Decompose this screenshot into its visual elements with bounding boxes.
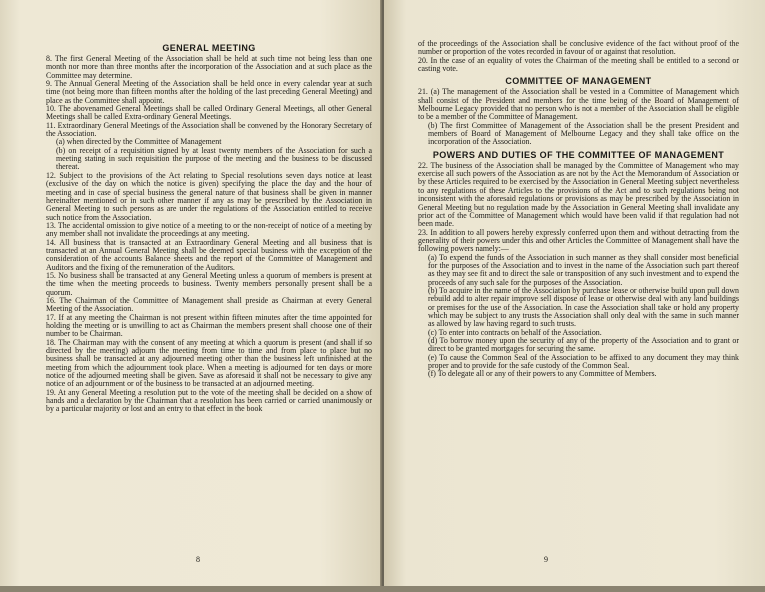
- article-11-a: (a) when directed by the Committee of Management: [56, 137, 222, 147]
- article-23-b: (b) To acquire in the name of the Association by purchase lease or otherwise build upon pull down rebuild add to alter repair improve sell dispose of lease or otherwise deal with any land buildings or premises for the use of the Association. In case the Association shall take or hold any property which may be subject to any trusts the Association shall only deal with the same in such manner as allowed by law having regard to such trusts.: [428, 285, 739, 329]
- article-23-c: (c) To enter into contracts on behalf of the Association.: [428, 327, 602, 337]
- article-11-b: (b) on receipt of a requisition signed by at least twenty members of the Association for such a meeting stating in such requisition the purpose of the meeting and the business to be discussed thereat.: [56, 145, 372, 172]
- article-18: 18. The Chairman may with the consent of any meeting at which a quorum is present (and shall if so directed by the meeting) adjourn the meeting from time to time and from place to place but no business shall be transacted at any adjourned meeting other than the business left unfinished at the meeting from which the adjournment took place. When a meeting is adjourned for ten days or more notice of the adjourned meeting shall be given. Save as aforesaid it shall not be necessary to give any notice of an adjournment or of the business to be transacted at an adjourned meeting.: [46, 337, 372, 389]
- right-page: [384, 0, 765, 592]
- page-number-right: 9: [544, 555, 548, 564]
- article-23-d: (d) To borrow money upon the security of any of the property of the Association and to grant or direct to be granted mortgages for securing the same.: [428, 336, 739, 354]
- article-17: 17. If at any meeting the Chairman is not present within fifteen minutes after the time appointed for holding the meeting or is unwilling to act as Chairman the members present shall choose one of their number to be Chairman.: [46, 312, 372, 339]
- article-23-f: (f) To delegate all or any of their powers to any Committee of Members.: [428, 369, 657, 379]
- article-20: 20. In the case of an equality of votes the Chairman of the meeting shall be entitled to a second or casting vote.: [418, 55, 739, 74]
- article-10: 10. The abovenamed General Meetings shall be called Ordinary General Meetings, all other General Meetings shall be called Extra-ordinary General Meetings.: [46, 104, 372, 122]
- article-21-b: (b) The first Committee of Management of the Association shall be the present President and members of Board of Management of Melbourne Legacy and they shall take office on the incorporation of the Association.: [428, 120, 739, 147]
- article-14: 14. All business that is transacted at an Extraordinary General Meeting and all business that is transacted at an Annual General Meeting shall be deemed special business with the exception of the consideration of the accounts Balance sheets and the report of the Committee of Management and Auditors and the fixing of the remuneration of the Auditors.: [46, 237, 372, 272]
- article-22: 22. The business of the Association shall be managed by the Committee of Management who may exercise all such powers of the Association as are not by the Act the Memorandum of Association or by these Articles required to be exercised by the Association in General Meeting subject nevertheless to any regulations of these Articles to the provisions of the Act and to such regulations being not inconsistent with the aforesaid regulations or provisions as may be prescribed by the Association in General Meeting but no regulation made by the Association in General Meeting shall invalidate any prior act of the Committee of Management which would have been valid if that regulation had not been made.: [418, 160, 739, 229]
- article-8: 8. The first General Meeting of the Association shall be held at such time not being less than one month nor more than three months after the incorporation of the Association and at such place as the Committee may determine.: [46, 54, 372, 80]
- page-number-left: 8: [196, 555, 200, 564]
- article-23: 23. In addition to all powers hereby expressly conferred upon them and without detracting from the generality of their powers under this and other Articles the Committee of Management shall have the following powers namely:—: [418, 227, 739, 254]
- powers-and-duties-heading: POWERS AND DUTIES OF THE COMMITTEE OF MANAGEMENT: [432, 149, 725, 160]
- article-19-continued: of the proceedings of the Association shall be conclusive evidence of the fact without proof of the number or proportion of the votes recorded in favour of or against that resolution.: [418, 39, 739, 57]
- article-13: 13. The accidental omission to give notice of a meeting to or the non-receipt of notice of a meeting by any member shall not invalidate the proceedings at any meeting.: [46, 220, 372, 239]
- article-11: 11. Extraordinary General Meetings of the Association shall be convened by the Honorary Secretary of the Association.: [46, 120, 372, 139]
- left-page: [0, 0, 382, 592]
- article-16: 16. The Chairman of the Committee of Management shall preside as Chairman at every General Meeting of the Association.: [46, 295, 372, 314]
- article-23-a: (a) To expend the funds of the Association in such manner as they shall consider most beneficial for the purposes of the Association and to invest in the name of the Association such part thereof as they may see fit and to direct the sale or transposition of any such investment and to expend the proceeds of any such sale for the purposes of the Association.: [428, 252, 739, 287]
- article-21-a: 21. (a) The management of the Association shall be vested in a Committee of Management which shall consist of the President and members for the time being of the Board of Management of Melbourne Legacy provided that no person who is not a member of the Association shall be eligible to be a member of the Committee of Management.: [418, 87, 739, 122]
- article-9: 9. The Annual General Meeting of the Association shall be held once in every calendar year at such time (not being more than fifteen months after the holding of the last preceding General Meeting) and place as the Committee shall appoint.: [46, 79, 372, 105]
- page-bottom-edge: [0, 586, 765, 592]
- committee-of-management-heading: COMMITTEE OF MANAGEMENT: [505, 76, 652, 87]
- article-23-e: (e) To cause the Common Seal of the Association to be affixed to any document they may think proper and to provide for the safe custody of the Common Seal.: [428, 352, 739, 371]
- article-15: 15. No business shall be transacted at any General Meeting unless a quorum of members is present at the time when the meeting proceeds to business. Twenty members personally present shall be a quorum.: [46, 270, 372, 297]
- article-12: 12. Subject to the provisions of the Act relating to Special resolutions seven days notice at least (exclusive of the day on which the notice is given) specifying the place the day and the hour of meeting and in case of special business the general nature of that business shall be given in manner hereinafter mentioned or in such other manner if any as may be prescribed by the Association in General Meeting to such persons as are under the regulations of the Association entitled to receive such notice from the Association.: [46, 170, 372, 222]
- general-meeting-heading: GENERAL MEETING: [162, 43, 256, 53]
- article-19: 19. At any General Meeting a resolution put to the vote of the meeting shall be decided on a show of hands and a declaration by the Chairman that a resolution has been carried or carried unanimously or by a particular majority or lost and an entry to that effect in the book: [46, 387, 372, 414]
